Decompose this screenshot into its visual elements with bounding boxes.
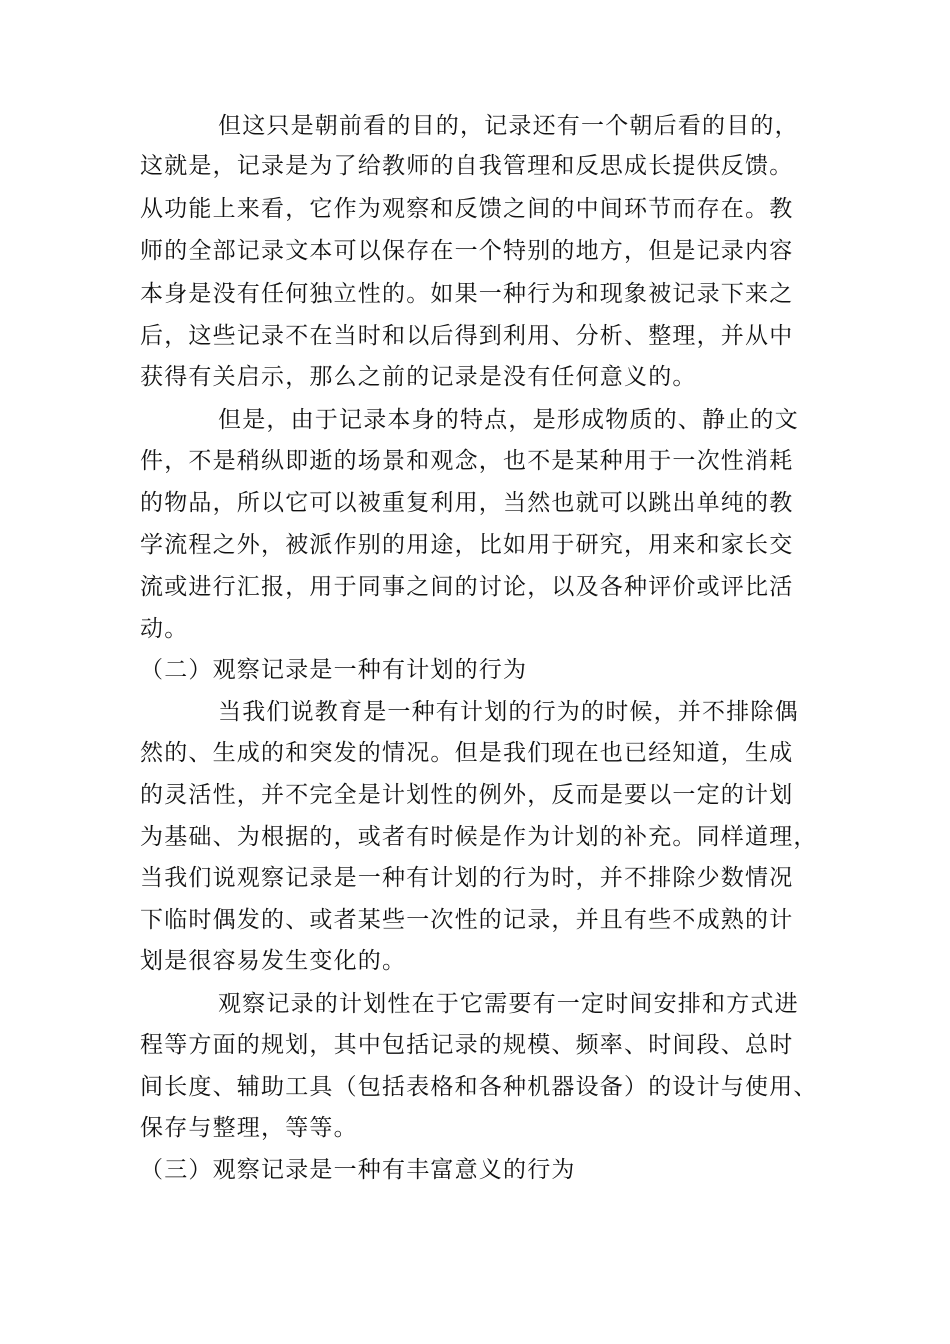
section-heading-2: （二）观察记录是一种有计划的行为 — [140, 657, 528, 683]
paragraph-2-line-6: 动。 — [140, 616, 189, 642]
paragraph-1-line-2: 这就是，记录是为了给教师的自我管理和反思成长提供反馈。 — [140, 153, 794, 179]
paragraph-3-line-2: 然的、生成的和突发的情况。但是我们现在也已经知道，生成 — [140, 740, 794, 766]
paragraph-4-line-1: 观察记录的计划性在于它需要有一定时间安排和方式进 — [218, 991, 799, 1017]
paragraph-2-line-1: 但是，由于记录本身的特点，是形成物质的、静止的文 — [218, 407, 799, 433]
paragraph-1-line-3: 从功能上来看，它作为观察和反馈之间的中间环节而存在。教 — [140, 196, 794, 222]
paragraph-3-line-7: 划是很容易发生变化的。 — [140, 948, 407, 974]
paragraph-4-line-2: 程等方面的规划，其中包括记录的规模、频率、时间段、总时 — [140, 1032, 794, 1058]
paragraph-3-line-4: 为基础、为根据的，或者有时候是作为计划的补充。同样道理， — [140, 824, 818, 850]
paragraph-3-line-1: 当我们说教育是一种有计划的行为的时候，并不排除偶 — [218, 699, 799, 725]
paragraph-1-line-4: 师的全部记录文本可以保存在一个特别的地方，但是记录内容 — [140, 238, 794, 264]
section-heading-3: （三）观察记录是一种有丰富意义的行为 — [140, 1157, 576, 1183]
paragraph-2-line-4: 学流程之外，被派作别的用途，比如用于研究，用来和家长交 — [140, 532, 794, 558]
paragraph-4-line-3: 间长度、辅助工具（包括表格和各种机器设备）的设计与使用、 — [140, 1074, 818, 1100]
paragraph-3-line-5: 当我们说观察记录是一种有计划的行为时，并不排除少数情况 — [140, 865, 794, 891]
paragraph-2-line-2: 件，不是稍纵即逝的场景和观念，也不是某种用于一次性消耗 — [140, 448, 794, 474]
paragraph-4-line-4: 保存与整理，等等。 — [140, 1115, 358, 1141]
paragraph-3-line-3: 的灵活性，并不完全是计划性的例外，反而是要以一定的计划 — [140, 782, 794, 808]
paragraph-2-line-5: 流或进行汇报，用于同事之间的讨论，以及各种评价或评比活 — [140, 574, 794, 600]
paragraph-1-line-6: 后，这些记录不在当时和以后得到利用、分析、整理，并从中 — [140, 323, 794, 349]
paragraph-3-line-6: 下临时偶发的、或者某些一次性的记录，并且有些不成熟的计 — [140, 907, 794, 933]
paragraph-1-line-1: 但这只是朝前看的目的，记录还有一个朝后看的目的， — [218, 113, 799, 139]
paragraph-1-line-5: 本身是没有任何独立性的。如果一种行为和现象被记录下来之 — [140, 281, 794, 307]
paragraph-1-line-7: 获得有关启示，那么之前的记录是没有任何意义的。 — [140, 364, 697, 390]
paragraph-2-line-3: 的物品，所以它可以被重复利用，当然也就可以跳出单纯的教 — [140, 490, 794, 516]
